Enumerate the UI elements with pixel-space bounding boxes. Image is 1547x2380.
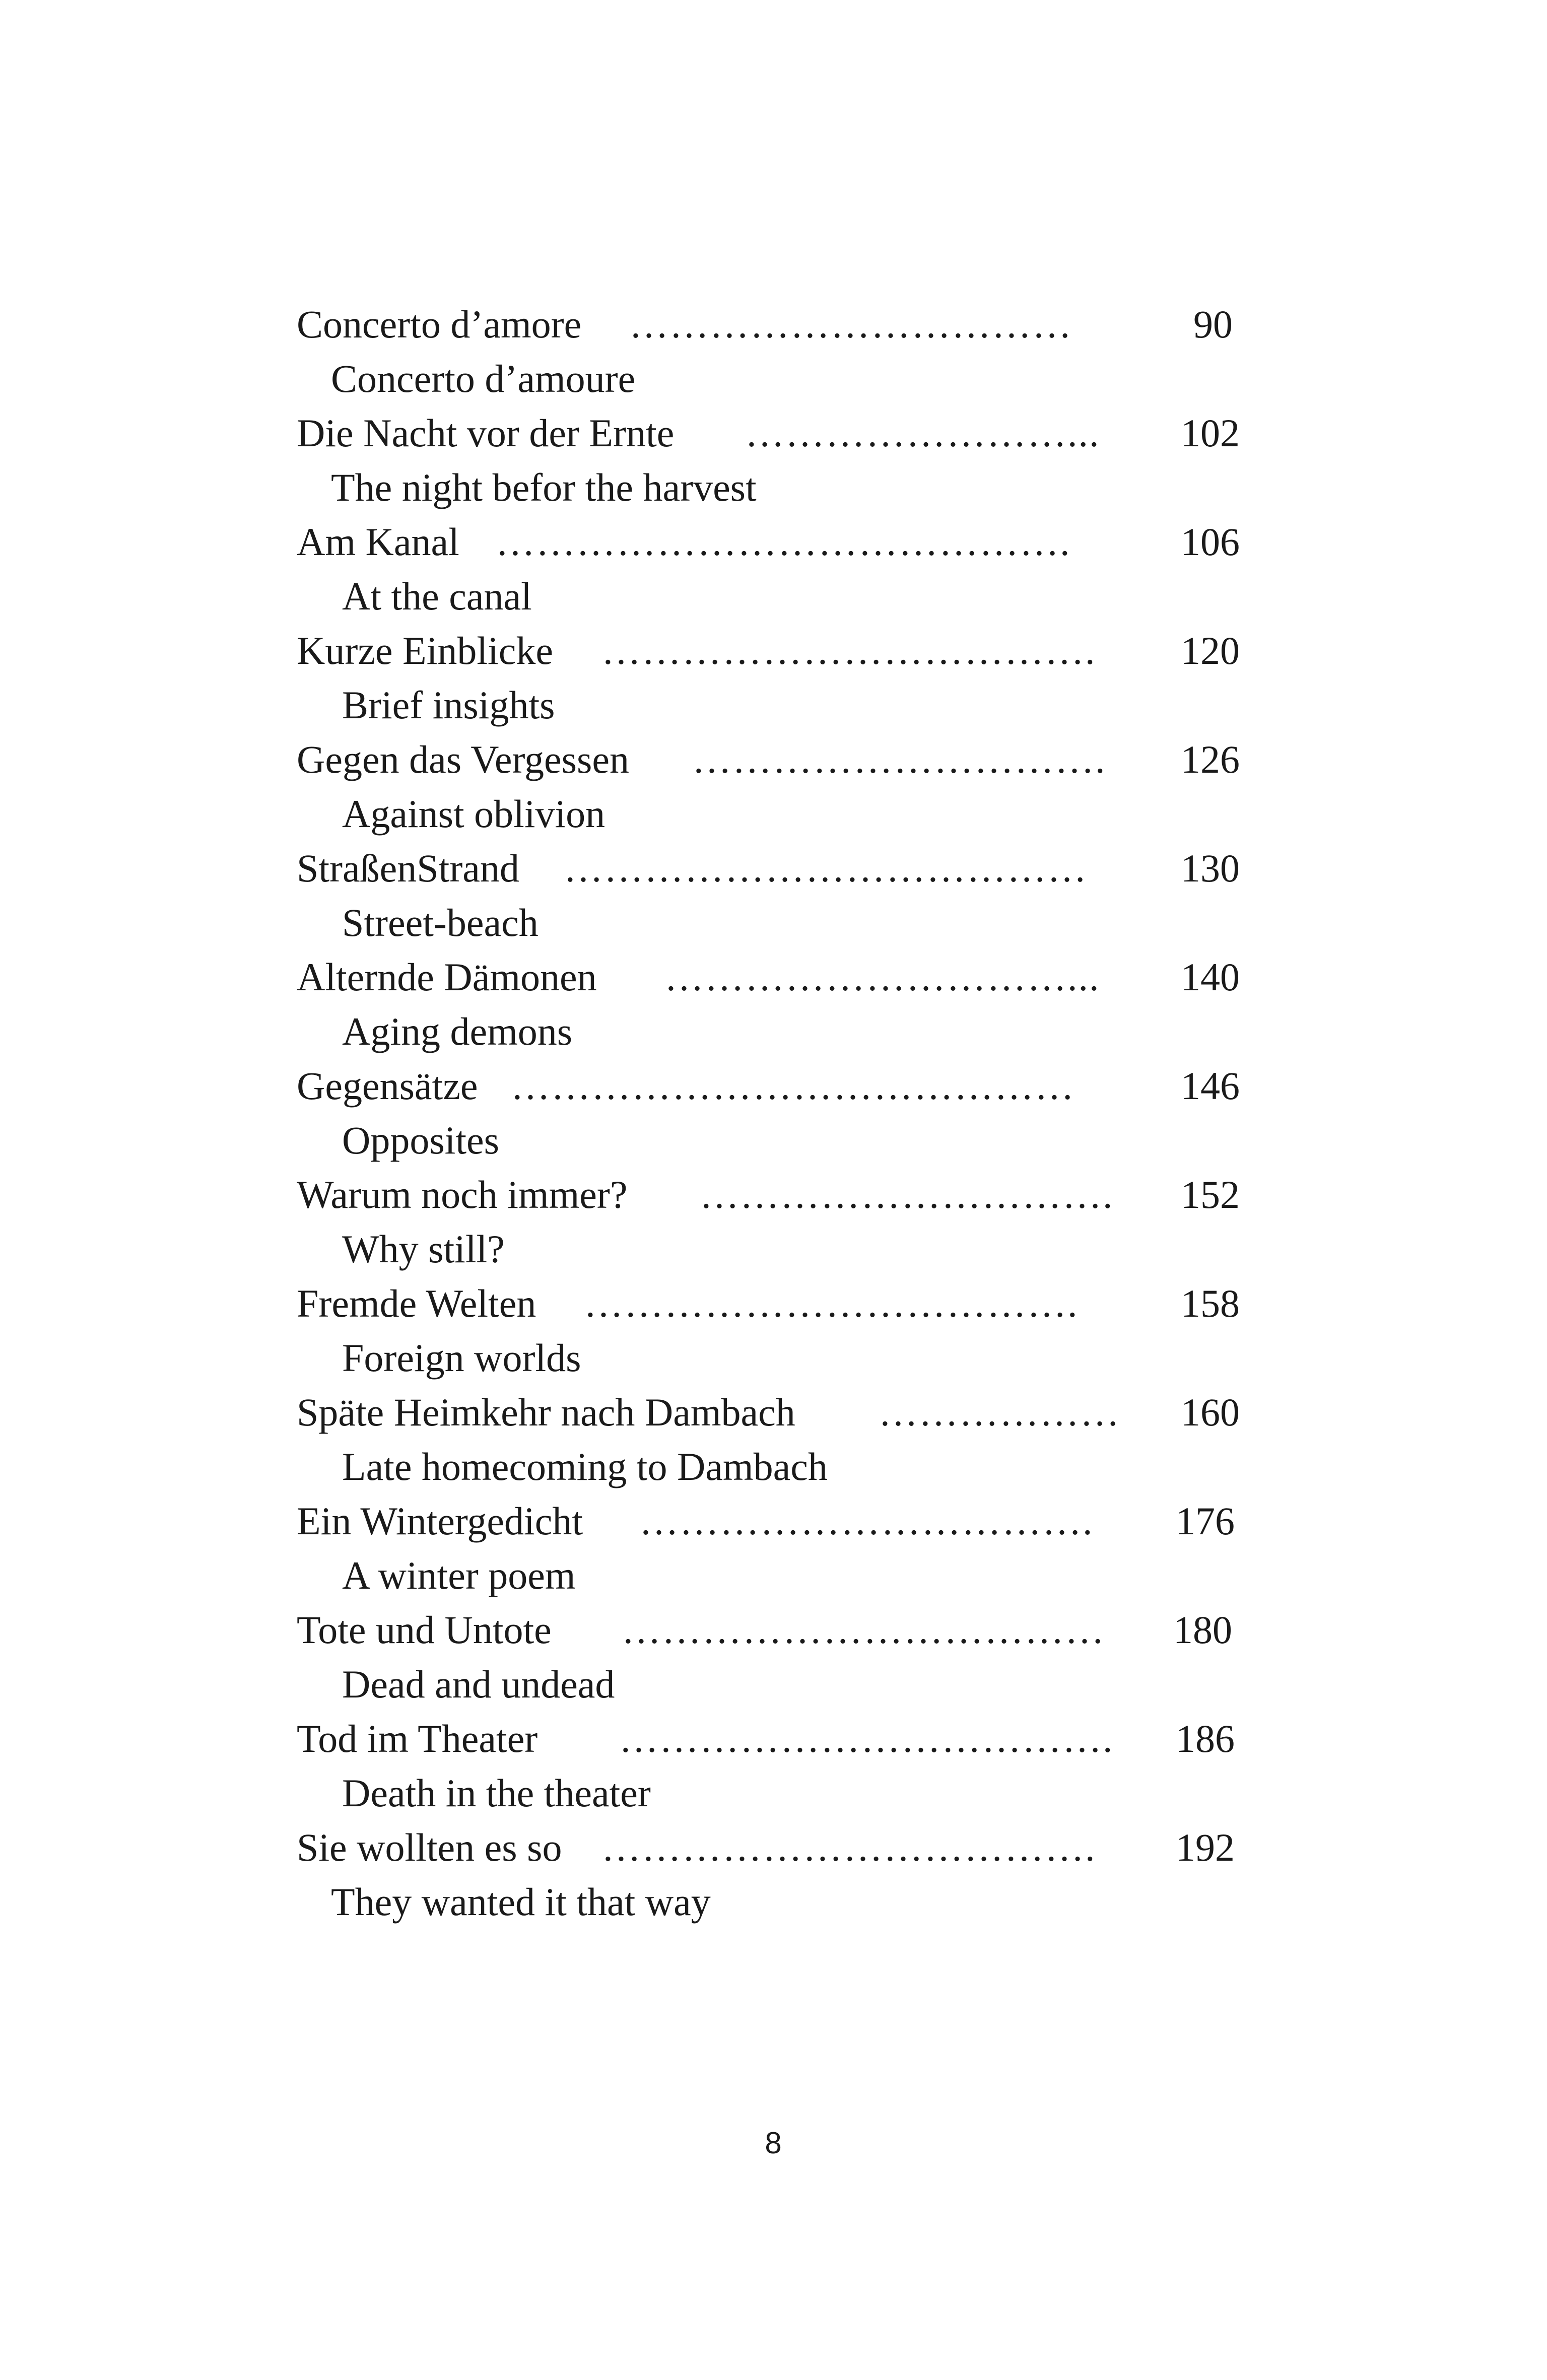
toc-leader-dots: ……………………………: [629, 302, 1072, 346]
toc-entry-page: 90: [1193, 302, 1233, 346]
toc-entry-subtitle: Why still?: [342, 1227, 505, 1271]
toc-entry-subtitle: Concerto d’amoure: [331, 357, 636, 400]
toc-entry-line: [297, 1712, 1244, 1766]
toc-entry-line: [297, 1820, 1244, 1875]
toc-entry-page: 180: [1173, 1608, 1232, 1652]
toc-entry-subtitle: The night befor the harvest: [331, 465, 757, 509]
toc-entry: [297, 624, 1244, 732]
toc-entry-title: Warum noch immer?: [297, 1173, 628, 1216]
toc-entry-page: 130: [1181, 846, 1240, 890]
toc-entry-page: 126: [1181, 737, 1240, 781]
toc-leader-dots: ……………………………………: [511, 1064, 1075, 1108]
toc-entry-title: Kurze Einblicke: [297, 629, 553, 672]
toc-entry-title: Späte Heimkehr nach Dambach: [297, 1390, 795, 1434]
toc-entry-page: 120: [1181, 629, 1240, 672]
toc-entry-subtitle: A winter poem: [342, 1553, 576, 1597]
toc-entry-page: 106: [1181, 520, 1240, 564]
toc-entry-subtitle: Aging demons: [342, 1009, 573, 1053]
toc-entry-title: Die Nacht vor der Ernte: [297, 411, 675, 455]
toc-entry-page: 102: [1181, 411, 1240, 455]
toc-entry-title: Tod im Theater: [297, 1717, 538, 1760]
toc-entry: [297, 841, 1244, 950]
toc-leader-dots: …………………………...: [664, 955, 1100, 999]
toc-leader-dots: ……………………...: [745, 411, 1100, 455]
toc-entry: [297, 297, 1244, 406]
toc-entry-subtitle: Foreign worlds: [342, 1336, 581, 1380]
toc-entry-line: [297, 297, 1244, 352]
toc-entry-title: Fremde Welten: [297, 1281, 536, 1325]
toc-entry-line: [297, 1059, 1244, 1113]
toc-entry-title: Ein Wintergedicht: [297, 1499, 583, 1543]
toc-entry-subtitle: Dead and undead: [342, 1662, 615, 1706]
toc-leader-dots: …………………………………….: [496, 520, 1071, 564]
toc-entry: [297, 1385, 1244, 1494]
toc-leader-dots: ………………………………: [622, 1608, 1105, 1652]
toc-entry-title: Gegen das Vergessen: [297, 737, 629, 781]
toc-entry-subtitle: They wanted it that way: [331, 1880, 711, 1924]
toc-leader-dots: ………………………….: [700, 1173, 1114, 1216]
toc-entry-title: Gegensätze: [297, 1064, 478, 1108]
toc-entry: [297, 1168, 1244, 1276]
toc-entry-page: 146: [1181, 1064, 1240, 1108]
toc-entry-line: [297, 1603, 1244, 1657]
toc-entry-page: 176: [1176, 1499, 1235, 1543]
toc-leader-dots: ………………: [879, 1390, 1120, 1434]
toc-entry: [297, 1059, 1244, 1168]
toc-entry-line: [297, 950, 1244, 1004]
toc-entry-title: Alternde Dämonen: [297, 955, 597, 999]
toc-entry-line: [297, 1385, 1244, 1440]
toc-entry: [297, 1603, 1244, 1712]
toc-entry-page: 140: [1181, 955, 1240, 999]
toc-entry-line: [297, 841, 1244, 896]
toc-leader-dots: ……………………………….: [601, 1825, 1096, 1869]
toc-entry-line: [297, 406, 1244, 460]
toc-entry-page: 160: [1181, 1390, 1240, 1434]
toc-entry-line: [297, 515, 1244, 569]
toc-entry-subtitle: Brief insights: [342, 683, 555, 727]
toc-entry: [297, 950, 1244, 1059]
toc-entry-page: 158: [1181, 1281, 1240, 1325]
toc-entry-title: StraßenStrand: [297, 846, 519, 890]
toc-entry-subtitle: Against oblivion: [342, 792, 606, 836]
toc-entry: [297, 732, 1244, 841]
toc-leader-dots: ……………………………….: [601, 629, 1096, 672]
toc-leader-dots: ………………………….: [692, 737, 1106, 781]
toc-leader-dots: …………………………………: [564, 846, 1088, 890]
toc-entry-subtitle: Opposites: [342, 1118, 499, 1162]
toc-entry: [297, 1820, 1244, 1929]
toc-entry-line: [297, 1168, 1244, 1222]
page-number: 8: [765, 2126, 782, 2160]
toc-entry-line: [297, 624, 1244, 678]
toc-entry: [297, 1494, 1244, 1603]
toc-entry-subtitle: Street-beach: [342, 901, 539, 944]
toc-entry-page: 192: [1176, 1825, 1235, 1869]
toc-entry: [297, 406, 1244, 515]
toc-entry-title: Am Kanal: [297, 520, 459, 564]
toc-entry-subtitle: Death in the theater: [342, 1771, 651, 1815]
toc-leader-dots: ……………………………….: [584, 1281, 1079, 1325]
toc-entry: [297, 515, 1244, 624]
toc-entry-title: Sie wollten es so: [297, 1825, 562, 1869]
toc-entry-title: Tote und Untote: [297, 1608, 552, 1652]
toc-entry-line: [297, 1494, 1244, 1548]
toc-entry: [297, 1276, 1244, 1385]
toc-leader-dots: …………………………….: [639, 1499, 1094, 1543]
toc-entry-page: 186: [1176, 1717, 1235, 1760]
toc-entry-subtitle: At the canal: [342, 574, 532, 618]
toc-entry-page: 152: [1181, 1173, 1240, 1216]
toc-entry-line: [297, 732, 1244, 787]
toc-entry-line: [297, 1276, 1244, 1331]
toc-leader-dots: ……………………………….: [619, 1717, 1114, 1760]
toc-entry: [297, 1712, 1244, 1820]
toc-entry-subtitle: Late homecoming to Dambach: [342, 1445, 828, 1488]
toc-entry-title: Concerto d’amore: [297, 302, 582, 346]
